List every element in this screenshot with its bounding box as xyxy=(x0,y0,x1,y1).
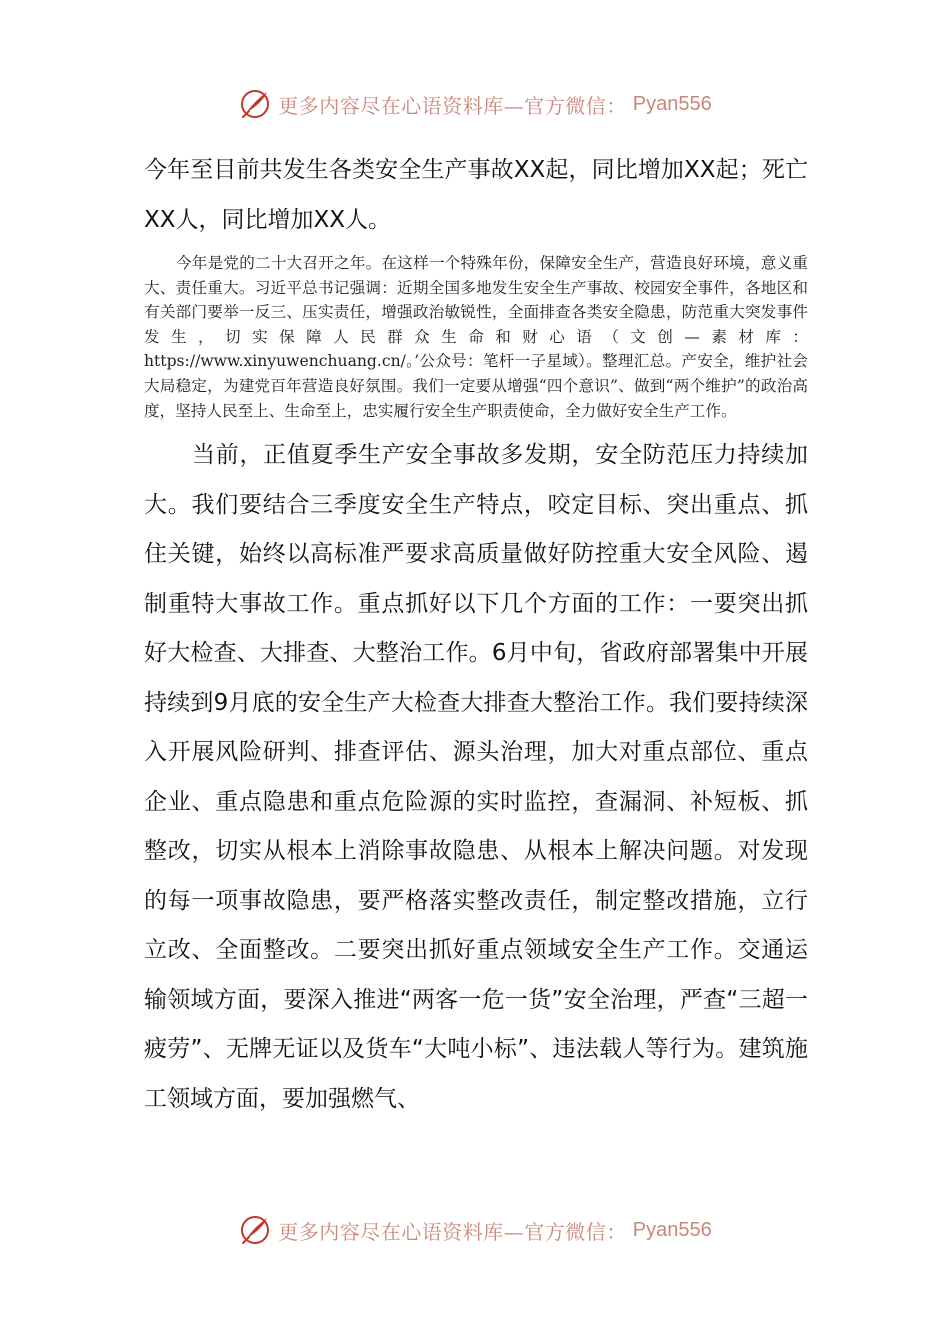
watermark-text: 更多内容尽在心语资料库—官方微信： xyxy=(278,93,627,118)
footer-watermark xyxy=(0,1210,950,1250)
document-body xyxy=(144,146,808,1124)
paragraph-current-work: 当前，正值夏季生产安全事故多发期，安全防范压力持续加大。我们要结合三季度安全生产特点，咬定目标、突出重点、抓住关键，始终以高标准严要求高质量做好防控重大安全风险、遏制重特大事故工作。重点抓好以下几个方面的工作：一要突出抓好大检查、大排查、大整治工作。6月中旬，省政府部署集中开展持续到9月底的安全生产大检查大排查大整治工作。我们要持续深入开展风险研判、排查评估、源头治理，加大对重点部位、重点企业、重点隐患和重点危险源的实时监控，查漏洞、补短板、抓整改，切实从根本上消除事故隐患、从根本上解决问题。对发现的每一项事故隐患，要严格落实整改责任，制定整改措施，立行立改、全面整改。二要突出抓好重点领域安全生产工作。交通运输领域方面，要深入推进“两客一危一货”安全治理，严查“三超一疲劳”、无牌无证以及货车“大吨小标”、违法载人等行为。建筑施工领域方面，要加强燃气、 xyxy=(144,442,808,1112)
quill-pen-logo-icon xyxy=(238,1213,272,1247)
paragraph-background: 今年是党的二十大召开之年。在这样一个特殊年份，保障安全生产，营造良好环境，意义重大、责任重大。习近平总书记强调：近期全国多地发生安全生产事故、校园安全事件，各地区和有关部门要举一反三、压实责任，增强政治敏锐性，全面排查各类安全隐患，防范重大突发事件发生，切实保障人民群众生命和财心语（文创—素材库：https://www.xinyuwenchuang.cn/。’公众号：笔杆一子星域）。整理汇总。产安全，维护社会大局稳定，为建党百年营造良好氛围。我们一定要从增强“四个意识”、做到“两个维护”的政治高度，坚持人民至上、生命至上，忠实履行安全生产职责使命，全力做好安全生产工作。 xyxy=(144,254,808,420)
paragraph-accident-stats: 今年至目前共发生各类安全生产事故XX起，同比增加XX起；死亡XX人，同比增加XX人。 xyxy=(144,157,808,233)
watermark-wechat-id: Pyan556 xyxy=(632,92,712,115)
header-watermark xyxy=(0,84,950,124)
watermark-wechat-id: Pyan556 xyxy=(632,1218,712,1241)
watermark-text: 更多内容尽在心语资料库—官方微信： xyxy=(278,1219,627,1244)
quill-pen-logo-icon xyxy=(238,87,272,121)
